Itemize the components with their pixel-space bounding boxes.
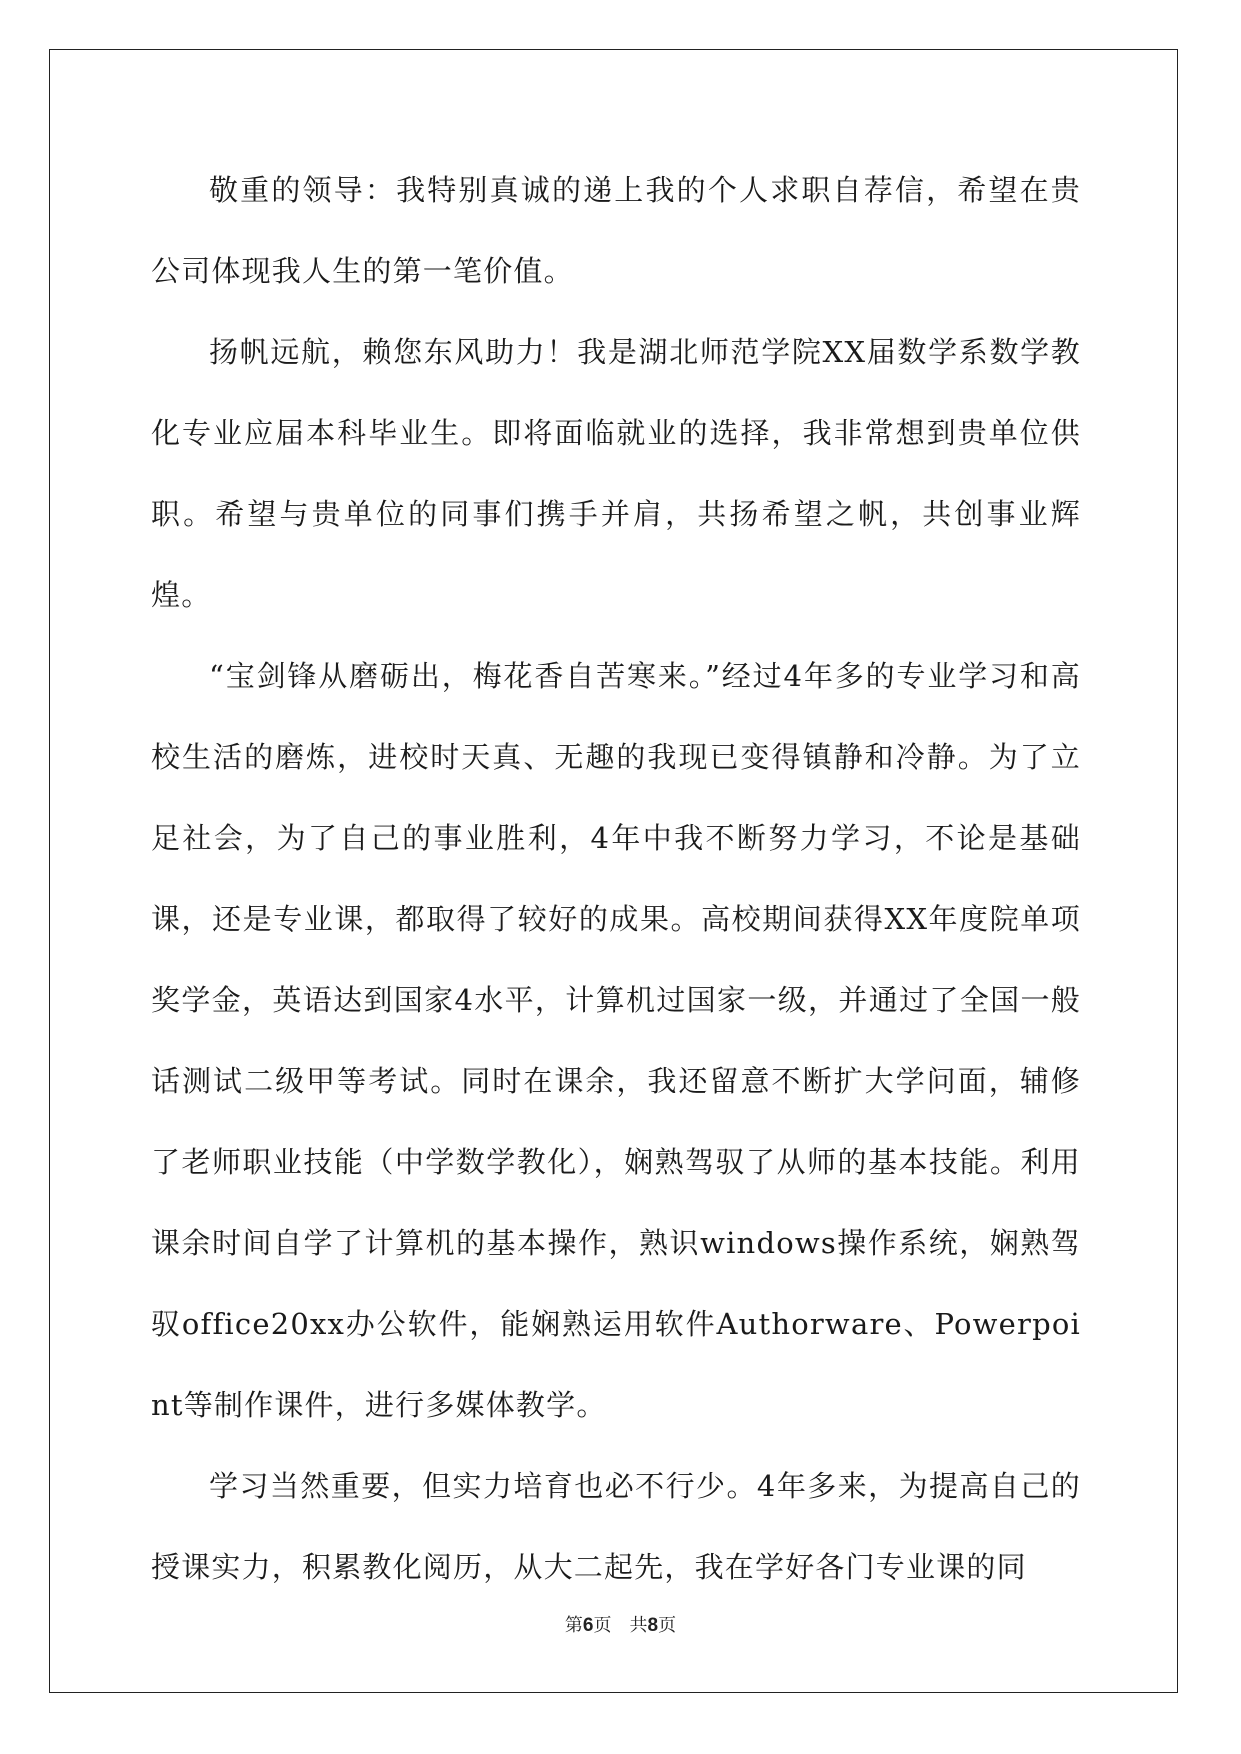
page-footer [0,1611,1241,1637]
footer-total-suffix: 页 [658,1615,677,1636]
footer-prefix: 第 [564,1615,583,1636]
footer-total-prefix: 共 [629,1615,648,1636]
document-body [151,150,1081,1608]
total-pages-number: 8 [647,1615,659,1636]
paragraph: “宝剑锋从磨砺出，梅花香自苦寒来。”经过4年多的专业学习和高校生活的磨炼，进校时天真、无趣的我现已变得镇静和冷静。为了立足社会，为了自己的事业胜利，4年中我不断努力学习，不论是基础课，还是专业课，都取得了较好的成果。高校期间获得XX年度院单项奖学金，英语达到国家4水平，计算机过国家一级，并通过了全国一般话测试二级甲等考试。同时在课余，我还留意不断扩大学问面，辅修了老师职业技能（中学数学教化），娴熟驾驭了从师的基本技能。利用课余时间自学了计算机的基本操作，熟识windows操作系统，娴熟驾驭office20xx办公软件，能娴熟运用软件Authorware、Powerpoint等制作课件，进行多媒体教学。 [151,659,1081,1422]
paragraph: 扬帆远航，赖您东风助力！我是湖北师范学院XX届数学系数学教化专业应届本科毕业生。即将面临就业的选择，我非常想到贵单位供职。希望与贵单位的同事们携手并肩，共扬希望之帆，共创事业辉煌。 [151,335,1081,612]
paragraph: 敬重的领导：我特别真诚的递上我的个人求职自荐信，希望在贵公司体现我人生的第一笔价值。 [151,173,1081,288]
current-page-number: 6 [582,1615,594,1636]
footer-page-suffix: 页 [593,1615,612,1636]
paragraph: 学习当然重要，但实力培育也必不行少。4年多来，为提高自己的授课实力，积累教化阅历，从大二起先，我在学好各门专业课的同 [151,1469,1081,1584]
